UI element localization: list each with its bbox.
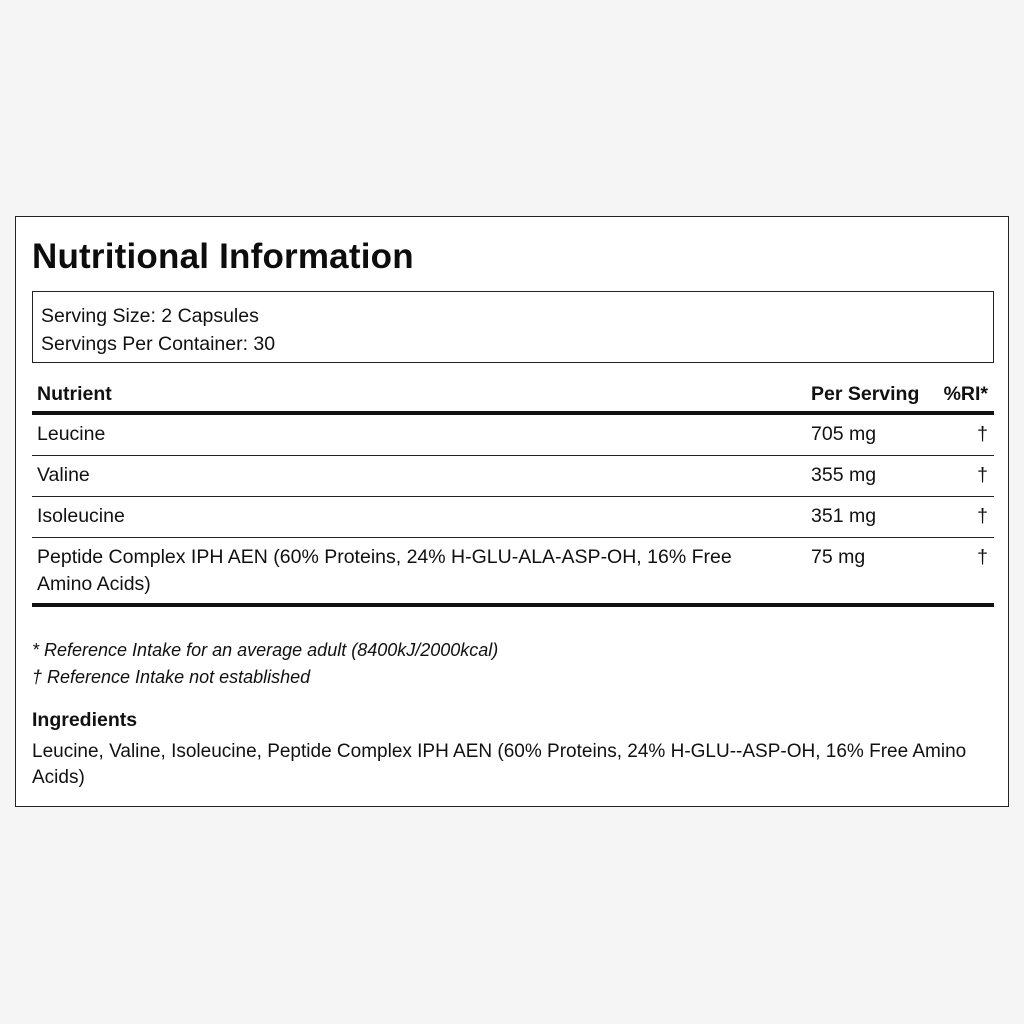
nutrition-panel xyxy=(15,216,1009,807)
table-row xyxy=(32,538,994,607)
nutrient-ri: † xyxy=(977,464,988,486)
page-title: Nutritional Information xyxy=(32,237,414,276)
servings-per-container: Servings Per Container: 30 xyxy=(41,333,276,355)
header-ri: %RI* xyxy=(943,383,988,405)
nutrient-amount: 705 mg xyxy=(811,423,877,445)
nutrient-ri: † xyxy=(977,423,988,445)
nutrient-name: Isoleucine xyxy=(37,505,125,527)
nutrient-ri: † xyxy=(977,505,988,527)
nutrient-amount: 351 mg xyxy=(811,505,877,527)
table-row xyxy=(32,415,994,456)
nutrient-table xyxy=(32,377,994,607)
header-per-serving: Per Serving xyxy=(811,383,920,405)
dagger-footnote: † Reference Intake not established xyxy=(32,667,311,687)
ingredients-heading: Ingredients xyxy=(32,709,138,731)
nutrient-name: Peptide Complex IPH AEN (60% Proteins, 24% H-GLU-ALA-ASP-OH, 16% Free Amino Acids) xyxy=(37,546,732,595)
table-header-row xyxy=(32,377,994,415)
table-row xyxy=(32,456,994,497)
table-row xyxy=(32,497,994,538)
nutrient-name: Valine xyxy=(37,464,90,486)
footnotes xyxy=(32,637,498,691)
serving-size: Serving Size: 2 Capsules xyxy=(41,305,259,327)
ri-footnote: * Reference Intake for an average adult (8400kJ/2000kcal) xyxy=(32,640,499,660)
nutrient-name: Leucine xyxy=(37,423,106,445)
header-nutrient: Nutrient xyxy=(37,383,112,405)
nutrient-ri: † xyxy=(977,546,988,568)
nutrient-amount: 355 mg xyxy=(811,464,877,486)
ingredients-text: Leucine, Valine, Isoleucine, Peptide Complex IPH AEN (60% Proteins, 24% H-GLU--ASP-OH, 16% Free Amino Acids) xyxy=(32,741,967,788)
nutrient-amount: 75 mg xyxy=(811,546,866,568)
serving-info-box xyxy=(32,291,994,363)
